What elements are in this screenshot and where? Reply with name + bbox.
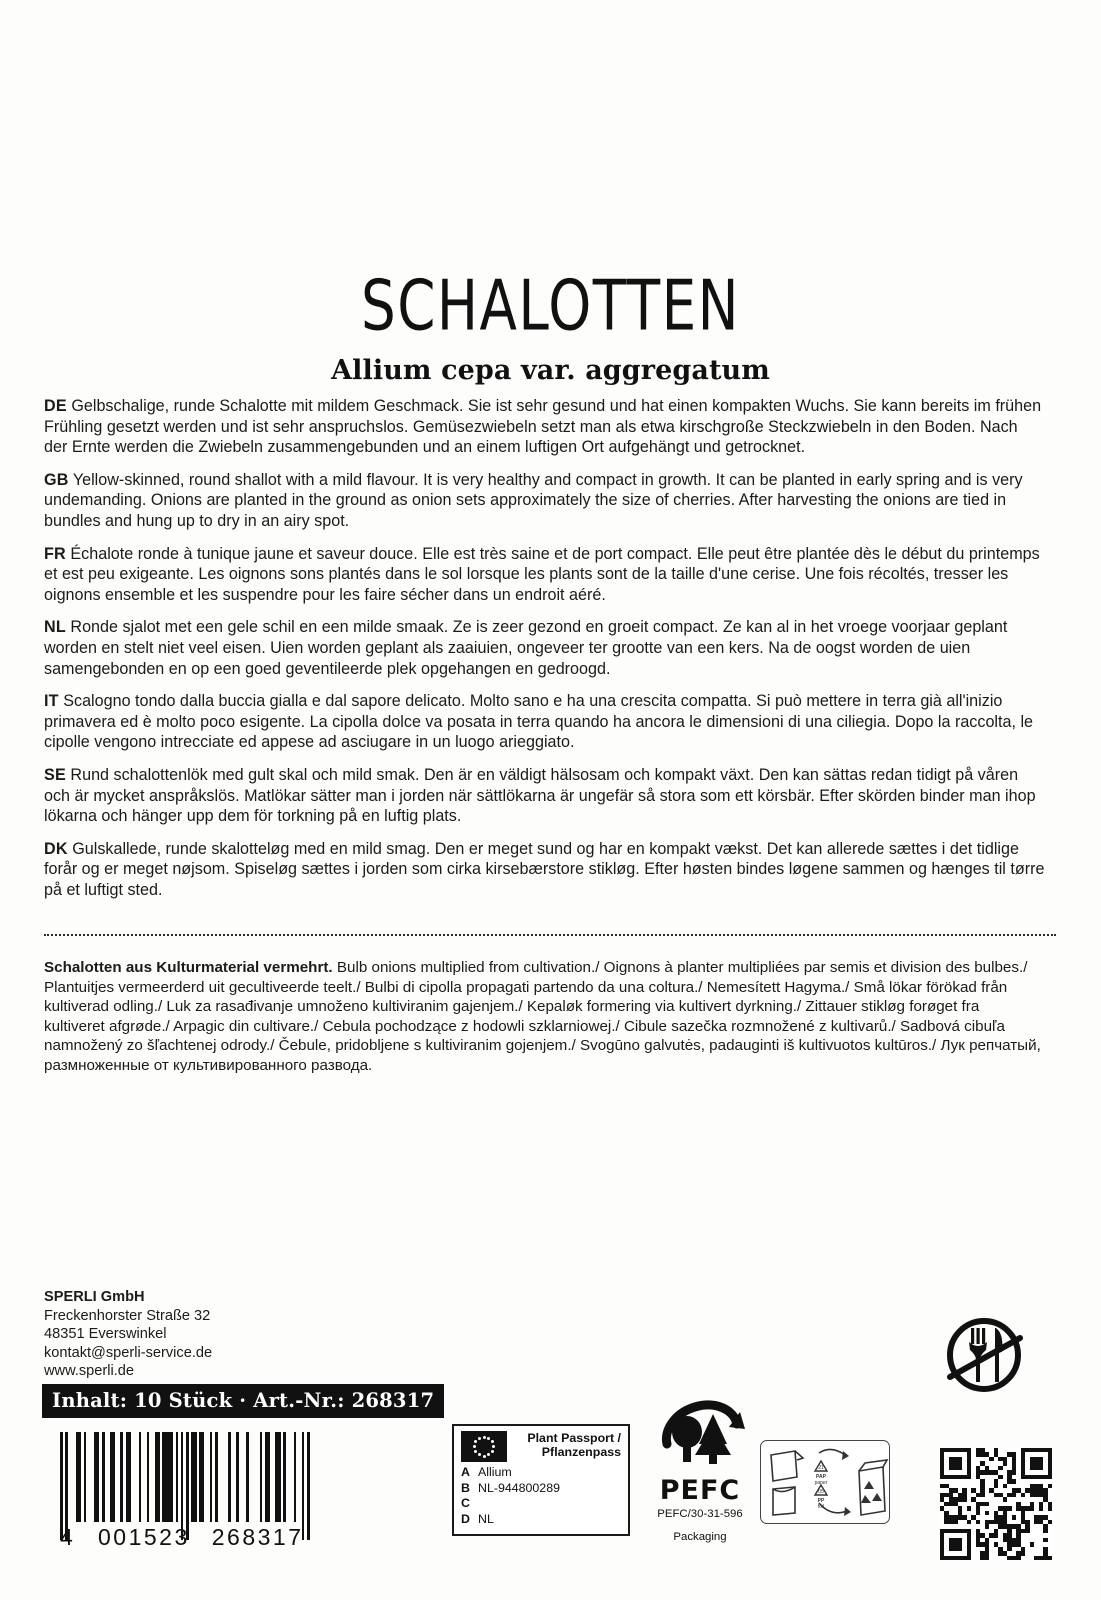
qr-code-icon[interactable] bbox=[940, 1448, 1052, 1560]
company-address bbox=[44, 1288, 212, 1381]
company-website: www.sperli.de bbox=[44, 1363, 135, 1380]
svg-text:PAP: PAP bbox=[816, 1474, 826, 1480]
plant-passport-row-c bbox=[461, 1496, 621, 1512]
lang-code-nl: NL bbox=[44, 618, 66, 637]
plant-passport-value-d: NL bbox=[478, 1511, 494, 1526]
description-text-de: Gelbschalige, runde Schalotte mit mildem Geschmack. Sie ist sehr gesund und hat einen kompakten Wuchs. Sie kann bereits im frühen Frühling gesetzt werden und ist sehr anspruchslos. Gemüsezwiebeln setzt man als etwa kirschgroße Steckzwiebeln in den Boden. Nach der Ernte werden die Zwiebeln zusammengebunden und an einem luftigen Ort aufgehängt und getrocknet. bbox=[44, 397, 1042, 457]
pefc-packaging-label: Packaging bbox=[673, 1531, 727, 1543]
description-de bbox=[44, 396, 1045, 458]
company-street: Freckenhorster Straße 32 bbox=[44, 1307, 211, 1324]
description-list bbox=[44, 396, 1060, 912]
description-text-nl: Ronde sjalot met een gele schil en een milde smaak. Ze is zeer gezond en groeit compact. Ze kan al in het vroege voorjaar geplant worden en stelt niet veel eisen. Uien worden geplant als zaaiuien, ongeveer ter grootte van een kers. Na de oogst worden de uien samengebonden en op een goed geventileerde plek opgehangen en gedroogd. bbox=[44, 618, 1008, 678]
pefc-wordmark: PEFC bbox=[659, 1475, 741, 1506]
plant-passport-key-c: C bbox=[461, 1496, 470, 1510]
plant-passport-key-d: D bbox=[461, 1511, 470, 1526]
recycling-instructions bbox=[760, 1440, 890, 1524]
plant-passport-value-b: NL-944800289 bbox=[478, 1480, 560, 1495]
barcode bbox=[60, 1432, 310, 1551]
plant-passport-header bbox=[461, 1431, 621, 1462]
barcode-first-digit: 4 bbox=[60, 1524, 76, 1550]
pefc-code: PEFC/30-31-596 bbox=[657, 1508, 743, 1520]
company-email: kontakt@sperli-service.de bbox=[44, 1344, 213, 1361]
plant-passport bbox=[452, 1424, 630, 1536]
pefc-certification bbox=[645, 1398, 755, 1543]
company-name: SPERLI GmbH bbox=[44, 1289, 145, 1305]
cultivation-note-lead: Schalotten aus Kulturmaterial vermehrt. bbox=[44, 959, 333, 976]
plant-passport-title-line2: Pflanzenpass bbox=[541, 1445, 621, 1459]
plant-passport-title-line1: Plant Passport / bbox=[527, 1431, 621, 1445]
lang-code-it: IT bbox=[44, 692, 59, 711]
plant-passport-value-a: Allium bbox=[478, 1465, 512, 1479]
description-text-dk: Gulskallede, runde skalotteløg med en mild smag. Den er meget sund og har en kompakt vækst. Det kan allerede sættes i det tidlige forår og er meget nøjsom. Spiseløg sættes i jorden som cirka kirsebærstore stikløg. Efter høsten bindes løgene sammen og hænges til tørre på et luftigt sted. bbox=[44, 839, 1045, 899]
content-article-badge: Inhalt: 10 Stück · Art.-Nr.: 268317 bbox=[42, 1384, 444, 1418]
cultivation-note bbox=[44, 958, 1044, 1076]
plant-passport-key-b: B bbox=[461, 1480, 470, 1495]
plant-passport-key-a: A bbox=[461, 1465, 470, 1479]
description-text-fr: Échalote ronde à tunique jaune et saveur douce. Elle est très saine et de port compact. Elle peut être plantée dès le début du printemps et est peu exigeante. Les oignons sons plantés dans le sol lorsque les plants sont de la taille d'une cerise. Une fois récoltés, tresser les oignons ensemble et les suspendre pour les faire sécher dans un endroit aéré. bbox=[44, 544, 1040, 604]
company-city: 48351 Everswinkel bbox=[44, 1326, 167, 1343]
svg-text:21: 21 bbox=[818, 1465, 824, 1471]
description-text-it: Scalogno tondo dalla buccia gialla e dal sapore delicato. Molto sano e ha una crescita compatta. Si può mettere in terra già all'inizio primavera ed è molto poco esigente. La cipolla dolce va posata in terra quando ha ancora le dimensioni di una ciliegia. Dopo la raccolta, le cipolle vengono intrecciate ed appese ad asciugare in un luogo arieggiato. bbox=[44, 692, 1034, 752]
barcode-digits bbox=[60, 1524, 310, 1551]
svg-text:paper: paper bbox=[814, 1480, 828, 1486]
description-text-gb: Yellow-skinned, round shallot with a mild flavour. It is very healthy and compact in growth. It can be planted in early spring and is very undemanding. Onions are planted in the ground as onion sets approximately the size of cherries. After harvesting the onions are tied in bundles and hung up to dry in an airy spot. bbox=[44, 470, 1023, 530]
section-divider bbox=[44, 934, 1056, 936]
plant-passport-rows bbox=[461, 1465, 621, 1527]
pefc-logo-icon bbox=[645, 1398, 755, 1474]
plant-passport-title bbox=[514, 1431, 621, 1459]
lang-code-se: SE bbox=[44, 765, 66, 784]
recycling-diagram-icon bbox=[761, 1441, 889, 1523]
botanical-name: Allium cepa var. aggregatum bbox=[331, 355, 770, 386]
description-fr bbox=[44, 544, 1045, 606]
svg-text:foil: foil bbox=[817, 1504, 825, 1510]
lang-code-dk: DK bbox=[44, 839, 68, 858]
description-dk bbox=[44, 839, 1045, 901]
plant-passport-row-b bbox=[461, 1481, 621, 1497]
description-gb bbox=[44, 470, 1045, 532]
barcode-left-group: 001523 bbox=[98, 1524, 190, 1550]
description-text-se: Rund schalottenlök med gult skal och mild smak. Den är en väldigt hälsosam och kompakt växt. Den kan sättas redan tidigt på våren och är mycket anspråkslös. Matlökar sätter man i jorden när sättlökarna är ungefär så stora som ett körsbär. Efter skörden binder man ihop lökarna och hänger upp dem för torkning på en luftig plats. bbox=[44, 765, 1036, 826]
eu-flag-icon bbox=[461, 1431, 507, 1462]
plant-passport-row-a bbox=[461, 1465, 621, 1481]
lang-code-de: DE bbox=[44, 397, 67, 415]
barcode-right-group: 268317 bbox=[211, 1524, 304, 1550]
svg-text:PP: PP bbox=[817, 1498, 825, 1504]
lang-code-fr: FR bbox=[44, 544, 66, 563]
no-food-icon bbox=[938, 1310, 1030, 1400]
lang-code-gb: GB bbox=[44, 470, 69, 489]
svg-text:05: 05 bbox=[818, 1489, 824, 1495]
cultivation-note-translations: Bulb onions multiplied from cultivation./ Oignons à planter multipliées par semis et division des bulbes./ Plantuitjes vermeerderd uit gecultiveerde teelt./ Bulbi di cipolla propagati partendo da una coltura./ Nemesített Hagyma./ Små lökar förökad från kultiverad odling./ Luk za rasađivanje umnoženo kultiviranim gajenjem./ Kepaløk formering via kultivert dyrkning./ Zittauer stikløg forøget fra kultiveret afgrøde./ Arpagic din cultivare./ Cebula pochodzące z hodowli szklarniowej./ Cibule sazečka rozmnožené z kultivarů./ Sadbová cibuľa namnožený zo šľachtenej odrody./ Čebule, pridobljene s kultiviranim gojenjem./ Svogūno galvutės, padauginti iš kultivuotos kultūros./ Лук репчатый, размноженные от культивированного развода. bbox=[44, 959, 1041, 1074]
page-title: SCHALOTTEN bbox=[361, 265, 740, 347]
description-se bbox=[44, 765, 1045, 827]
title-block bbox=[0, 265, 1101, 386]
description-it bbox=[44, 691, 1045, 753]
description-nl bbox=[44, 617, 1045, 679]
plant-passport-row-d bbox=[461, 1512, 621, 1528]
